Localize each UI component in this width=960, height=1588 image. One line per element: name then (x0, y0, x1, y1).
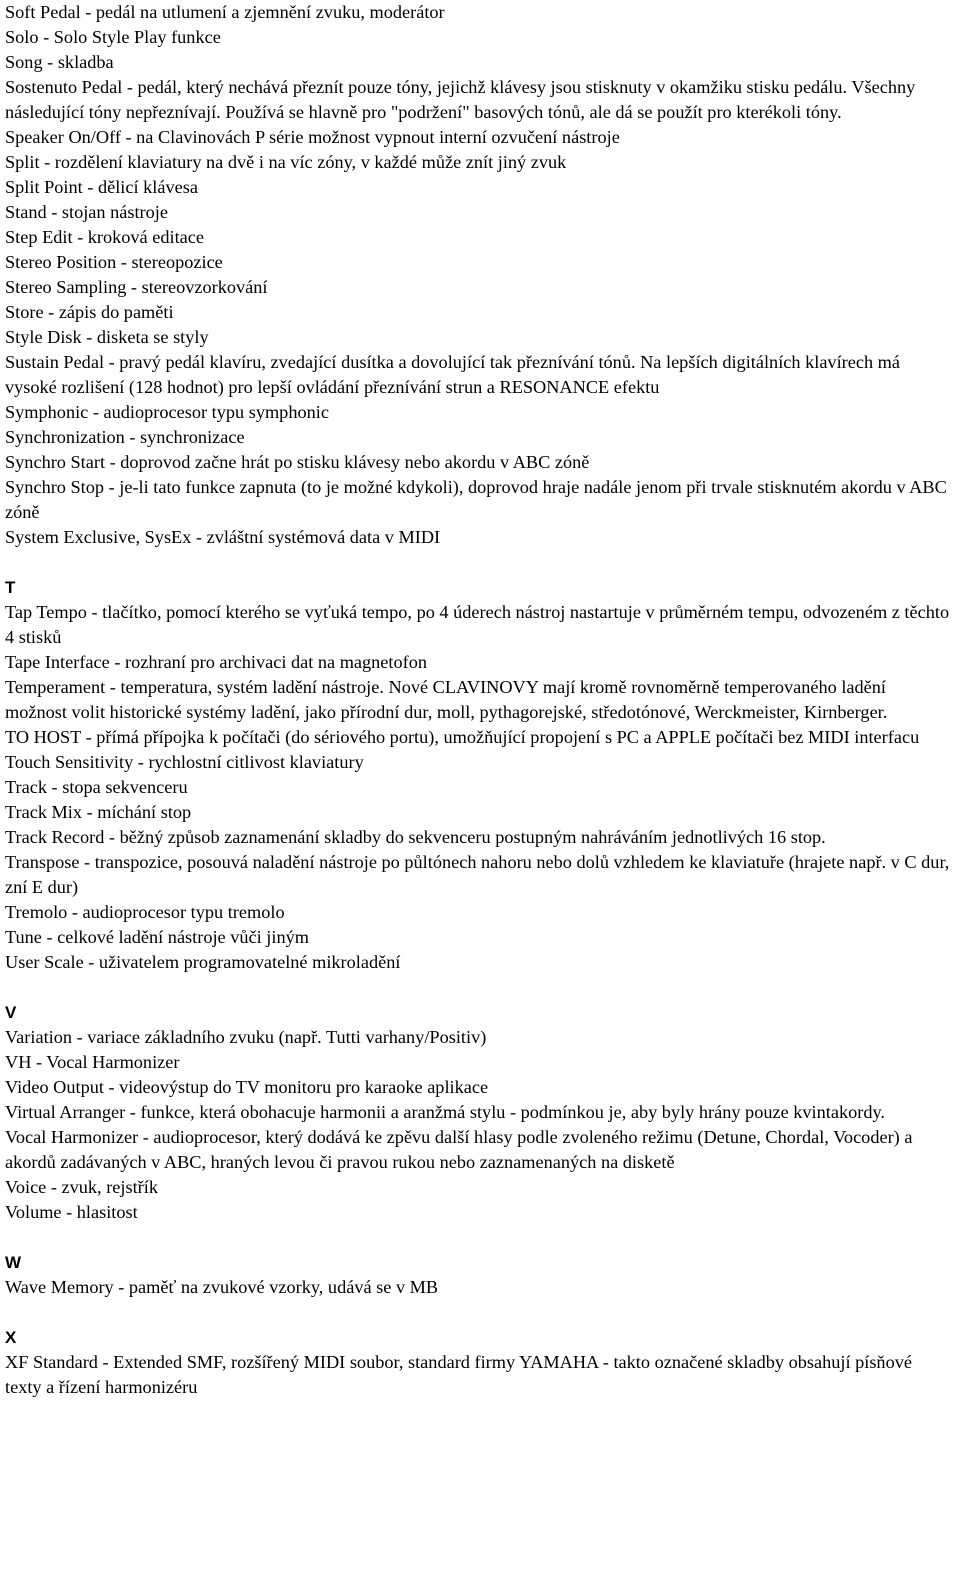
glossary-entry: Virtual Arranger - funkce, která obohacuje harmonii a aranžmá stylu - podmínkou je, aby byly hrány pouze kvintakordy. (5, 1102, 886, 1122)
glossary-entry: Split - rozdělení klaviatury na dvě i na víc zóny, v každé může znít jiný zvuk (5, 152, 567, 172)
glossary-entry: Synchronization - synchronizace (5, 427, 245, 447)
glossary-entry: User Scale - uživatelem programovatelné mikroladění (5, 952, 401, 972)
glossary-entry: Step Edit - kroková editace (5, 227, 204, 247)
glossary-entry: Transpose - transpozice, posouvá naladění nástroje po půltónech nahoru nebo dolů vzhledem ke klaviatuře (hrajete např. v C dur, zní E dur) (5, 852, 950, 897)
glossary-entry: Video Output - videovýstup do TV monitoru pro karaoke aplikace (5, 1077, 489, 1097)
glossary-entry: Stereo Position - stereopozice (5, 252, 223, 272)
glossary-entry: Sustain Pedal - pravý pedál klavíru, zvedající dusítka a dovolující tak přeznívání tónů. Na lepších digitálních klavírech má vysoké rozlišení (128 hodnot) pro lepší ovládání přeznívání strun a RESONANCE efektu (5, 352, 901, 397)
glossary-entry: Volume - hlasitost (5, 1202, 138, 1222)
glossary-entry: Sostenuto Pedal - pedál, který nechává přeznít pouze tóny, jejichž klávesy jsou stisknuty v okamžiku stisku pedálu. Všechny následující tóny nepřeznívají. Používá se hlavně pro "podržení" basových tónů, ale dá se použít pro kterékoli tóny. (5, 77, 916, 122)
glossary-entry: Temperament - temperatura, systém ladění nástroje. Nové CLAVINOVY mají kromě rovnoměrně temperovaného ladění možnost volit historické systémy ladění, jako přírodní dur, moll, pythagorejské, středotónové, Werckmeister, Kirnberger. (5, 677, 888, 722)
glossary-entry: Song - skladba (5, 52, 114, 72)
glossary-entry: Tap Tempo - tlačítko, pomocí kterého se vyťuká tempo, po 4 úderech nástroj nastartuje v průměrném tempu, odvozeném z těchto 4 stisků (5, 602, 950, 647)
glossary-entry: Track Mix - míchání stop (5, 802, 192, 822)
glossary-entry: Style Disk - disketa se styly (5, 327, 209, 347)
glossary-entry: Solo - Solo Style Play funkce (5, 27, 221, 47)
glossary-document (5, 0, 950, 1400)
glossary-entry: VH - Vocal Harmonizer (5, 1052, 180, 1072)
glossary-entry: Split Point - dělicí klávesa (5, 177, 198, 197)
glossary-entry: TO HOST - přímá přípojka k počítači (do sériového portu), umožňující propojení s PC a APPLE počítači bez MIDI interfacu (5, 727, 920, 747)
glossary-entry: Synchro Stop - je-li tato funkce zapnuta (to je možné kdykoli), doprovod hraje nadále jenom při trvale stisknutém akordu v ABC zóně (5, 477, 947, 522)
glossary-entry: Variation - variace základního zvuku (např. Tutti varhany/Positiv) (5, 1027, 487, 1047)
glossary-entry: Wave Memory - paměť na zvukové vzorky, udává se v MB (5, 1277, 439, 1297)
glossary-entry: System Exclusive, SysEx - zvláštní systémová data v MIDI (5, 527, 441, 547)
glossary-entry: Synchro Start - doprovod začne hrát po stisku klávesy nebo akordu v ABC zóně (5, 452, 590, 472)
section-letter-heading: X (5, 1328, 17, 1347)
glossary-entry: Track Record - běžný způsob zaznamenání skladby do sekvenceru postupným nahráváním jednotlivých 16 stop. (5, 827, 826, 847)
glossary-entry: Track - stopa sekvenceru (5, 777, 188, 797)
glossary-entry: Tremolo - audioprocesor typu tremolo (5, 902, 285, 922)
glossary-entry: Stand - stojan nástroje (5, 202, 168, 222)
section-letter-heading: V (5, 1003, 17, 1022)
glossary-entry: Speaker On/Off - na Clavinovách P série možnost vypnout interní ozvučení nástroje (5, 127, 620, 147)
glossary-entry: Soft Pedal - pedál na utlumení a zjemnění zvuku, moderátor (5, 2, 445, 22)
glossary-entry: Stereo Sampling - stereovzorkování (5, 277, 268, 297)
section-letter-heading: W (5, 1253, 22, 1272)
glossary-entry: Symphonic - audioprocesor typu symphonic (5, 402, 329, 422)
glossary-entry: XF Standard - Extended SMF, rozšířený MIDI soubor, standard firmy YAMAHA - takto označené skladby obsahují písňové texty a řízení harmonizéru (5, 1352, 912, 1397)
glossary-entry: Voice - zvuk, rejstřík (5, 1177, 158, 1197)
section-letter-heading: T (5, 578, 16, 597)
glossary-entry: Store - zápis do paměti (5, 302, 174, 322)
glossary-entry: Vocal Harmonizer - audioprocesor, který dodává ke zpěvu další hlasy podle zvoleného režimu (Detune, Chordal, Vocoder) a akordů zadávaných v ABC, hraných levou či pravou rukou nebo zaznamenaných na disketě (5, 1127, 913, 1172)
glossary-entry: Tape Interface - rozhraní pro archivaci dat na magnetofon (5, 652, 428, 672)
glossary-entry: Touch Sensitivity - rychlostní citlivost klaviatury (5, 752, 364, 772)
glossary-entry: Tune - celkové ladění nástroje vůči jiným (5, 927, 309, 947)
